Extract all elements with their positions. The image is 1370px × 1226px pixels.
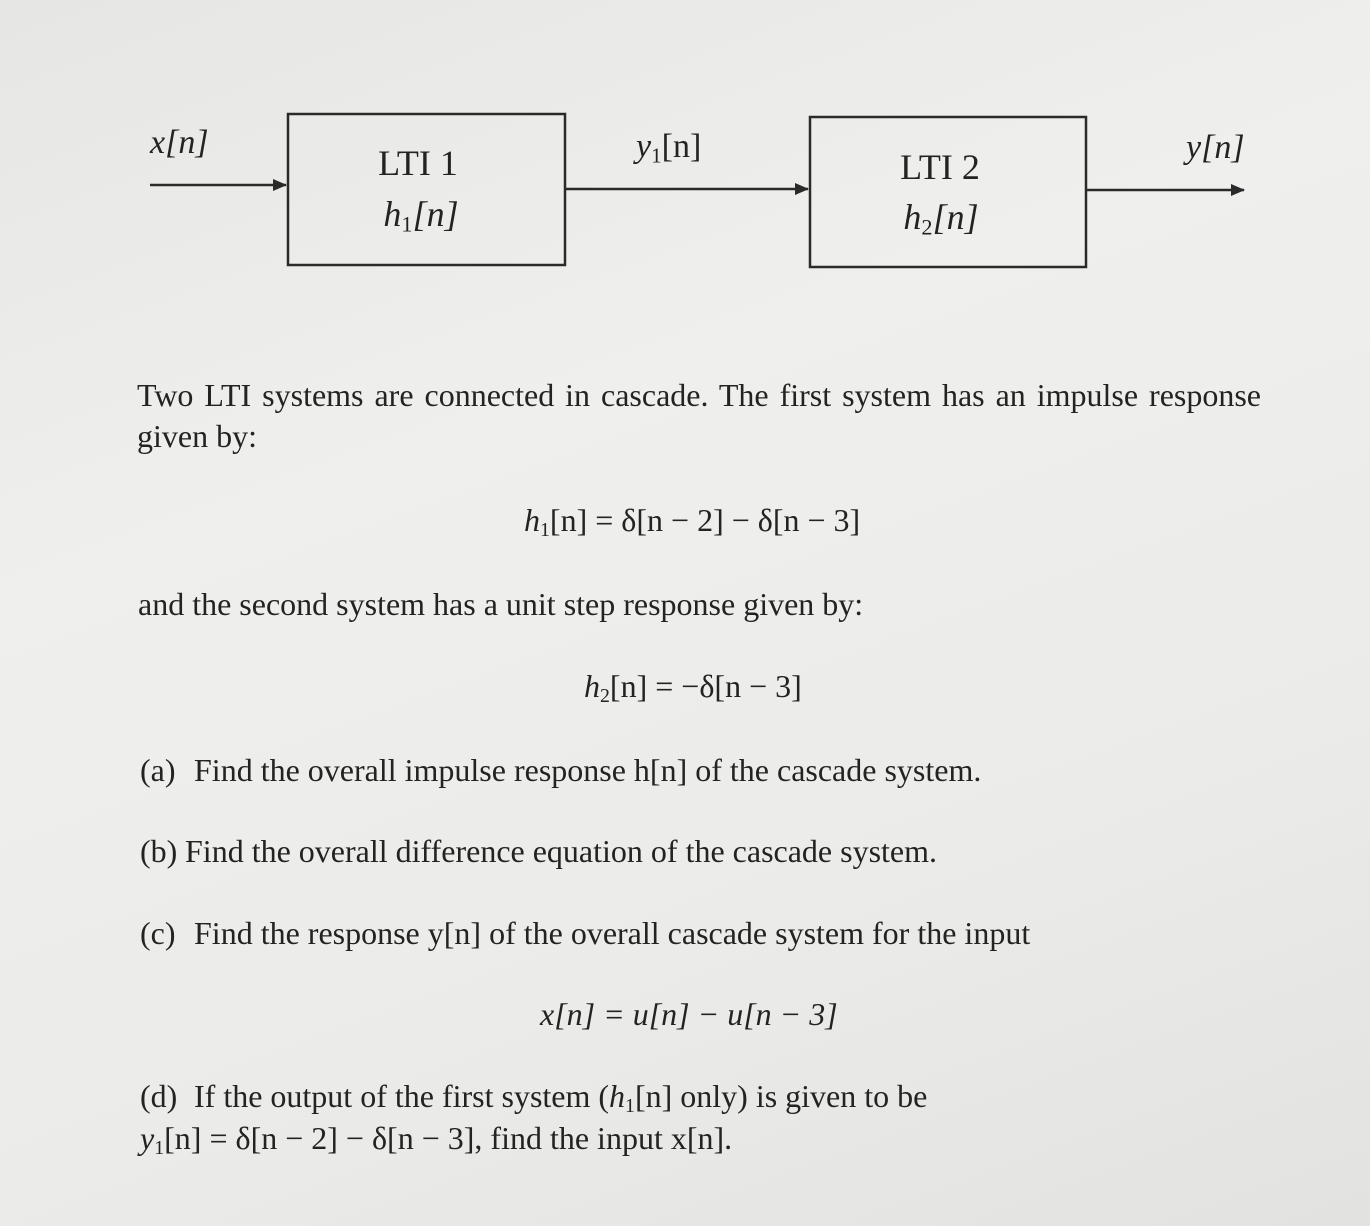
eq2-rhs: [n] = −δ[n − 3] [609,668,802,704]
question-d-y-subscript: 1 [154,1136,165,1159]
intermediate-signal-index: [n] [661,128,702,165]
eq2-symbol: h [584,668,600,704]
eq2-subscript: 2 [600,684,610,707]
lti2-impulse-response [810,196,1072,238]
question-a [140,752,981,789]
eq1-rhs: [n] = δ[n − 2] − δ[n − 3] [549,502,861,538]
eq1-symbol: h [524,502,540,538]
lti2-resp-symbol: h [903,197,922,237]
question-d-line2-text: [n] = δ[n − 2] − δ[n − 3], find the input x[n]. [164,1120,733,1156]
question-d-h-subscript: 1 [625,1094,635,1117]
equation-input-x: x[n] = u[n] − u[n − 3] [540,996,838,1032]
intermediate-signal-subscript: 1 [651,143,662,168]
eq1-subscript: 1 [540,518,550,541]
input-signal-label: x[n] [150,124,209,161]
question-a-tag: (a) [140,752,176,788]
intermediate-signal-label [636,128,701,166]
lti1-resp-index: [n] [412,194,459,234]
question-d-text-b: [n] only) is given to be [634,1078,928,1114]
question-b-tag: (b) [140,833,178,869]
question-d-line2 [140,1120,732,1157]
question-c [140,915,1030,952]
lti2-resp-subscript: 2 [921,214,933,240]
equation-h1 [524,502,860,539]
question-d-y-symbol: y [140,1120,155,1156]
question-a-text: Find the overall impulse response h[n] of the cascade system. [194,752,982,788]
question-d-text-a: If the output of the first system ( [194,1078,610,1114]
lti2-resp-index: [n] [932,197,979,237]
lti1-title: LTI 1 [378,143,458,183]
output-signal-label: y[n] [1186,129,1245,166]
question-c-text: Find the response y[n] of the overall cascade system for the input [194,915,1031,951]
question-c-tag: (c) [140,915,176,951]
lti1-resp-subscript: 1 [401,211,413,237]
lti1-box [288,114,565,265]
lti2-box [810,117,1086,267]
intermediate-signal-symbol: y [636,128,652,165]
question-d-h-symbol: h [609,1078,626,1114]
lti2-title: LTI 2 [900,147,980,187]
lti1-resp-symbol: h [383,194,402,234]
question-d-tag: (d) [140,1078,178,1114]
intro-paragraph: Two LTI systems are connected in cascade. The first system has an impulse response given by: [137,377,1261,454]
question-b [140,833,937,870]
second-system-sentence: and the second system has a unit step response given by: [138,586,864,622]
equation-h2 [584,668,802,705]
question-d-line1 [140,1078,927,1115]
question-b-text: Find the overall difference equation of the cascade system. [185,833,938,869]
lti1-impulse-response [288,193,554,235]
